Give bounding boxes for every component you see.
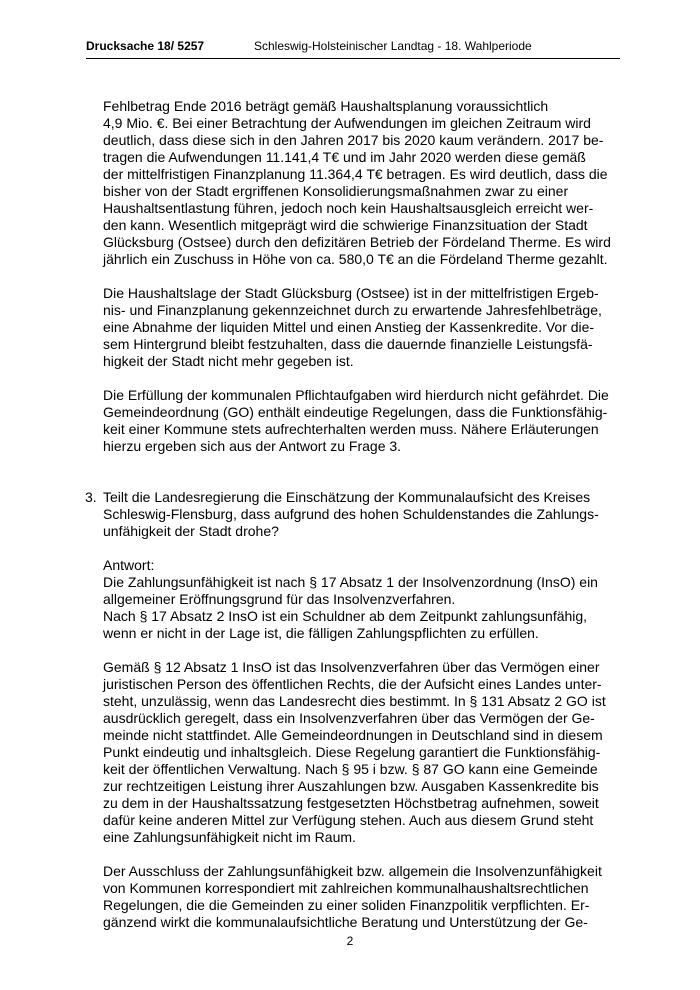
page-header [86,38,620,59]
text-line: zur rechtzeitigen Leistung ihrer Auszahlungen bzw. Ausgaben Kassenkredite bis [103,778,599,794]
page-number: 2 [346,934,354,948]
text-line: keit einer Kommune stets aufrechterhalten werden muss. Nähere Erläuterungen [103,421,599,437]
text-line: deutlich, dass diese sich in den Jahren 2017 bis 2020 kaum verändern. 2017 be- [103,132,604,148]
answer-insolvenz [103,659,623,846]
paragraph-haushaltslage [103,285,623,370]
text-line: den kann. Wesentlich mitgeprägt wird die schwierige Finanzsituation der Stadt [103,217,588,233]
text-line: steht, unzulässig, wenn das Landesrecht dies bestimmt. In § 131 Absatz 2 GO ist [103,693,606,709]
text-line: Teilt die Landesregierung die Einschätzung der Kommunalaufsicht des Kreises [103,489,591,505]
document-body [85,98,623,931]
text-line: sem Hintergrund bleibt festzuhalten, dass die dauernde finanzielle Leistungsfä- [103,336,593,352]
text-line: Punkt eindeutig und inhaltsgleich. Diese Regelung garantiert die Funktionsfähig- [103,744,601,760]
text-line: meinde nicht stattfindet. Alle Gemeindeordnungen in Deutschland sind in diesem [103,727,603,743]
text-line: Die Haushaltslage der Stadt Glücksburg (Ostsee) ist in der mittelfristigen Ergeb- [103,285,599,301]
text-line: zu dem in der Haushaltssatzung festgesetzten Höchstbetrag aufnehmen, soweit [103,795,599,811]
text-line: Die Erfüllung der kommunalen Pflichtaufgaben wird hierdurch nicht gefährdet. Die [103,387,609,403]
text-line: Gemäß § 12 Absatz 1 InsO ist das Insolvenzverfahren über das Vermögen einer [103,659,600,675]
text-line: nis- und Finanzplanung gekennzeichnet durch zu erwartende Jahresfehlbeträge, [103,302,602,318]
text-line: bisher von der Stadt ergriffenen Konsolidierungsmaßnahmen zwar zu einer [103,183,569,199]
text-line: 4,9 Mio. €. Bei einer Betrachtung der Aufwendungen im gleichen Zeitraum wird [103,115,591,131]
answer-intro [103,557,623,642]
text-line: Haushaltsentlastung führen, jedoch noch kein Haushaltsausgleich erreicht wer- [103,200,594,216]
text-line: allgemeiner Eröffnungsgrund für das Insolvenzverfahren. [103,591,456,607]
landtag-title: Schleswig-Holsteinischer Landtag - 18. Wahlperiode [254,39,532,53]
text-line: eine Abnahme der liquiden Mittel und einen Anstieg der Kassenkredite. Vor die- [103,319,595,335]
answer-ausschluss [103,863,623,931]
text-line: tragen die Aufwendungen 11.141,4 T€ und im Jahr 2020 werden diese gemäß [103,149,586,165]
text-line: hierzu ergeben sich aus der Antwort zu Frage 3. [103,438,402,454]
text-line: juristischen Person des öffentlichen Rechts, die der Aufsicht eines Landes unter- [103,676,602,692]
text-line: ausdrücklich geregelt, dass ein Insolvenzverfahren über das Vermögen der Ge- [103,710,595,726]
text-line: Schleswig-Flensburg, dass aufgrund des hohen Schuldenstandes die Zahlungs- [103,506,599,522]
text-line: higkeit der Stadt nicht mehr gegeben ist. [103,353,354,369]
text-line: Der Ausschluss der Zahlungsunfähigkeit bzw. allgemein die Insolvenzunfähigkeit [103,863,602,879]
question-3 [85,489,623,540]
text-line: keit der öffentlichen Verwaltung. Nach § 95 i bzw. § 87 GO kann eine Gemeinde [103,761,598,777]
text-line: unfähigkeit der Stadt drohe? [103,523,279,539]
text-line: Gemeindeordnung (GO) enthält eindeutige Regelungen, dass die Funktionsfähig- [103,404,608,420]
paragraph-fehlbetrag [103,98,623,268]
answer-label: Antwort: [103,557,155,573]
text-line: gänzend wirkt die kommunalaufsichtliche Beratung und Unterstützung der Ge- [103,914,588,930]
text-line: Nach § 17 Absatz 2 InsO ist ein Schuldner ab dem Zeitpunkt zahlungsunfähig, [103,608,588,624]
text-line: wenn er nicht in der Lage ist, die fälligen Zahlungspflichten zu erfüllen. [103,625,539,641]
text-line: dafür keine anderen Mittel zur Verfügung stehen. Auch aus diesem Grund steht [103,812,594,828]
text-line: Glücksburg (Ostsee) durch den defizitären Betrieb der Fördeland Therme. Es wird [103,234,611,250]
text-line: jährlich ein Zuschuss in Höhe von ca. 580,0 T€ an die Fördeland Therme gezahlt. [103,251,608,267]
drucksache-number: Drucksache 18/ 5257 [86,39,205,53]
paragraph-pflichtaufgaben [103,387,623,455]
text-line: von Kommunen korrespondiert mit zahlreichen kommunalhaushaltsrechtlichen [103,880,589,896]
question-number: 3. [85,489,97,505]
text-line: eine Zahlungsunfähigkeit nicht im Raum. [103,829,356,845]
text-line: Die Zahlungsunfähigkeit ist nach § 17 Absatz 1 der Insolvenzordnung (InsO) ein [103,574,598,590]
text-line: Fehlbetrag Ende 2016 beträgt gemäß Haushaltsplanung voraussichtlich [103,98,549,114]
text-line: Regelungen, die die Gemeinden zu einer soliden Finanzpolitik verpflichten. Er- [103,897,590,913]
text-line: der mittelfristigen Finanzplanung 11.364,4 T€ betragen. Es wird deutlich, dass die [103,166,608,182]
